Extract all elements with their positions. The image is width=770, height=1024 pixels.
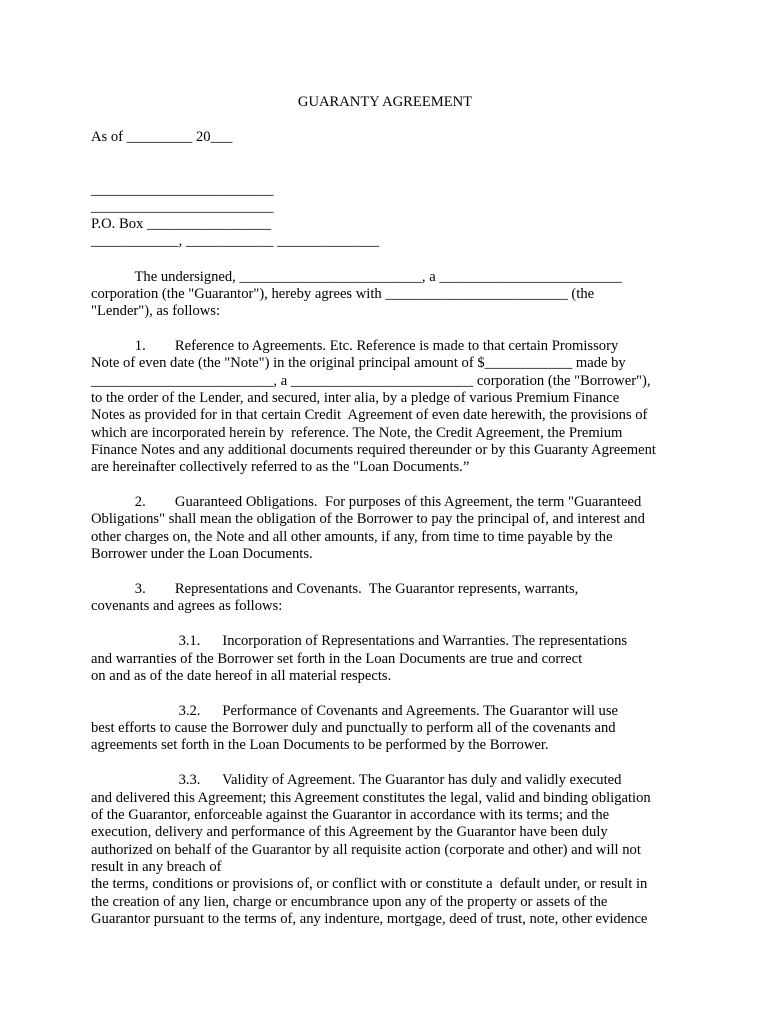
address-line: ____________, ____________ ______________ [91,233,380,249]
section-3-3-line: the creation of any lien, charge or encumbrance upon any of the property or assets of the [91,894,608,910]
section-3-3-line: of the Guarantor, enforceable against the Guarantor in accordance with its terms; and the [91,807,610,823]
section-3-3-line: 3.3. Validity of Agreement. The Guarantor has duly and validly executed [91,772,622,788]
section-1-line: which are incorporated herein by reference. The Note, the Credit Agreement, the Premium [91,425,623,441]
section-3-2-line: best efforts to cause the Borrower duly and punctually to perform all of the covenants and [91,720,616,736]
section-1-line: are hereinafter collectively referred to as the "Loan Documents.” [91,459,470,475]
section-3-line: 3. Representations and Covenants. The Guarantor represents, warrants, [91,581,579,597]
section-3-3-line: the terms, conditions or provisions of, or conflict with or constitute a default under, or result in [91,876,648,892]
address-line: _________________________ [91,182,274,198]
address-line: _________________________ [91,199,274,215]
intro-line: "Lender"), as follows: [91,303,221,319]
section-3-1-line: 3.1. Incorporation of Representations and Warranties. The representations [91,633,628,649]
section-3-3-line: Guarantor pursuant to the terms of, any indenture, mortgage, deed of trust, note, other evidence [91,911,648,927]
section-3-3-line: execution, delivery and performance of this Agreement by the Guarantor have been duly [91,824,608,840]
section-3-3-line: authorized on behalf of the Guarantor by all requisite action (corporate and other) and will not [91,842,641,858]
document-title: GUARANTY AGREEMENT [297,94,473,110]
section-1-line: Note of even date (the "Note") in the original principal amount of $____________ made by [91,355,626,371]
section-3-2-line: 3.2. Performance of Covenants and Agreements. The Guarantor will use [91,703,619,719]
section-1-line: 1. Reference to Agreements. Etc. Reference is made to that certain Promissory [91,338,619,354]
section-3-line: covenants and agrees as follows: [91,598,283,614]
section-3-3-line: and delivered this Agreement; this Agreement constitutes the legal, valid and binding obligation [91,790,651,806]
section-1-line: Finance Notes and any additional documents required thereunder or by this Guaranty Agreement [91,442,656,458]
section-3-1-line: on and as of the date hereof in all material respects. [91,668,392,684]
section-2-line: other charges on, the Note and all other amounts, if any, from time to time payable by the [91,529,613,545]
address-line: P.O. Box _________________ [91,216,272,232]
section-1-line: _________________________, a _________________________ corporation (the "Borrower"), [91,373,651,389]
section-1-line: Notes as provided for in that certain Credit Agreement of even date herewith, the provisions of [91,407,648,423]
date-line: As of _________ 20___ [91,129,233,145]
intro-line: corporation (the "Guarantor"), hereby agrees with _________________________ (the [91,286,595,302]
section-2-line: Borrower under the Loan Documents. [91,546,313,562]
section-3-3-line: result in any breach of [91,859,222,875]
section-3-1-line: and warranties of the Borrower set forth in the Loan Documents are true and correct [91,651,583,667]
section-2-line: Obligations" shall mean the obligation of the Borrower to pay the principal of, and interest and [91,511,645,527]
section-1-line: to the order of the Lender, and secured, inter alia, by a pledge of various Premium Finance [91,390,620,406]
section-3-2-line: agreements set forth in the Loan Documents to be performed by the Borrower. [91,737,549,753]
intro-line: The undersigned, _________________________, a _________________________ [91,269,622,285]
section-2-line: 2. Guaranteed Obligations. For purposes of this Agreement, the term "Guaranteed [91,494,642,510]
